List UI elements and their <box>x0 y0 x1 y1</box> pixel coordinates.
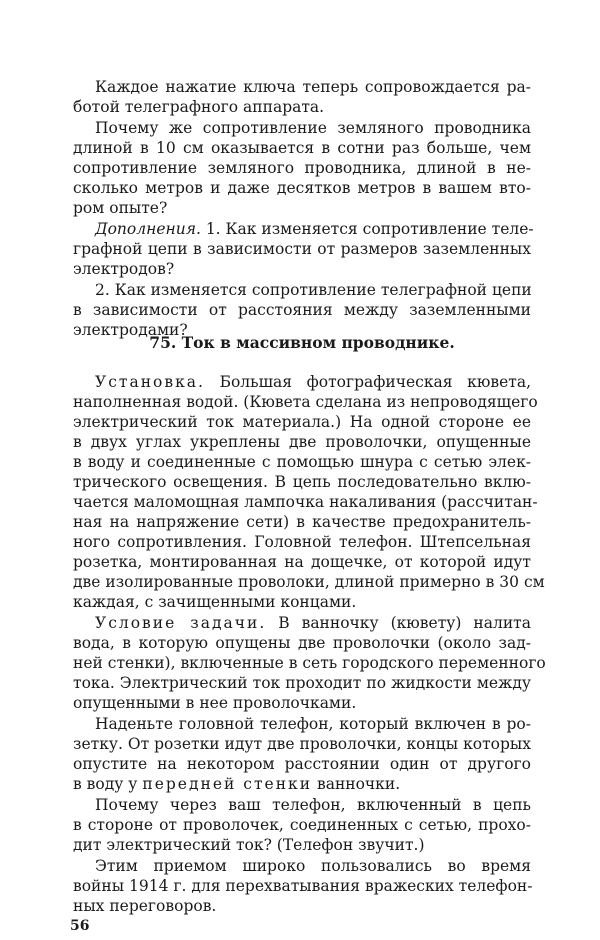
text-line: графной цепи в зависимости от размеров заземленных <box>73 240 531 258</box>
emphasis: передней стенки <box>142 775 313 793</box>
text-line: чается маломощная лампочка накаливания (рассчитан- <box>73 493 538 511</box>
text-line: в зависимости от расстояния между заземленными <box>73 301 531 319</box>
text-line: Наденьте головной телефон, который включен в ро- <box>95 715 531 733</box>
text-line: электродов? <box>73 260 175 278</box>
text-line: в двух углах укреплены две проволочки, опущенные <box>73 433 531 451</box>
text-line: тока. Электрический ток проходит по жидкости между <box>73 674 531 692</box>
text-line: сопротивление земляного проводника, длиной в не- <box>73 159 531 177</box>
text-line: Почему через ваш телефон, включенный в цепь <box>95 796 531 814</box>
text-line: ных переговоров. <box>73 897 217 915</box>
text-line: розетка, монтированная на дощечке, от которой идут <box>73 553 531 571</box>
text-line: электрический ток материала.) На одной стороне ее <box>73 413 531 431</box>
setup-label: Установка. <box>95 373 205 391</box>
page-number: 56 <box>70 918 90 934</box>
text-line: ная на напряжение сети) в качестве предохранитель- <box>73 513 531 531</box>
text-line: каждая, с зачищенными концами. <box>73 593 357 611</box>
text-line: Каждое нажатие ключа теперь сопровождается ра- <box>95 78 531 96</box>
text-line: электродами? <box>73 321 188 339</box>
text-line: Почему же сопротивление земляного проводника <box>95 119 531 137</box>
task-condition-label: Условие задачи. <box>95 614 267 632</box>
text-line: в воду и соединенные с помощью шнура с сетью элек- <box>73 453 531 471</box>
text-line: опустите на некотором расстоянии один от другого <box>73 755 531 773</box>
text-line: ного сопротивления. Головной телефон. Штепсельная <box>73 533 531 551</box>
text-line: ботой телеграфного аппарата. <box>73 98 325 116</box>
text-line: в стороне от проволочек, соединенных с сетью, прохо- <box>73 816 531 834</box>
text-line: две изолированные проволоки, длиной примерно в 30 см <box>73 573 545 591</box>
text-line: опущенными в нее проволочками. <box>73 694 357 712</box>
text-line: Этим приемом широко пользовались во время <box>95 857 531 875</box>
text-line: Дополнения. 1. Как изменяется сопротивление теле- <box>95 220 534 238</box>
text-line: наполненная водой. (Кювета сделана из непроводящего <box>73 393 538 411</box>
text-line: ром опыте? <box>73 199 168 217</box>
text-line: длиной в 10 см оказывается в сотни раз больше, чем <box>73 139 531 157</box>
text-line: дит электрический ток? (Телефон звучит.) <box>73 836 425 854</box>
text-line: зетку. От розетки идут две проволочки, концы которых <box>73 735 531 753</box>
additions-label: Дополнения. <box>95 220 201 238</box>
text-line: трического освещения. В цепь последовательно вклю- <box>73 473 531 491</box>
text-line: 2. Как изменяется сопротивление телеграфной цепи <box>95 281 532 299</box>
text-line: войны 1914 г. для перехватывания вражеских телефон- <box>73 877 533 895</box>
text-line: вода, в которую опущены две проволочки (около зад- <box>73 634 531 652</box>
text-line: Условие задачи. В ванночку (кювету) налита <box>95 614 531 632</box>
text-line: ней стенки), включенные в сеть городского переменного <box>73 654 546 672</box>
text-line: в воду у передней стенки ванночки. <box>73 775 401 793</box>
text-line: сколько метров и даже десятков метров в вашем вто- <box>73 179 531 197</box>
text-line: Установка. Большая фотографическая кювета, <box>95 373 531 391</box>
section-heading: 75. Ток в массивном проводнике. <box>149 333 455 352</box>
